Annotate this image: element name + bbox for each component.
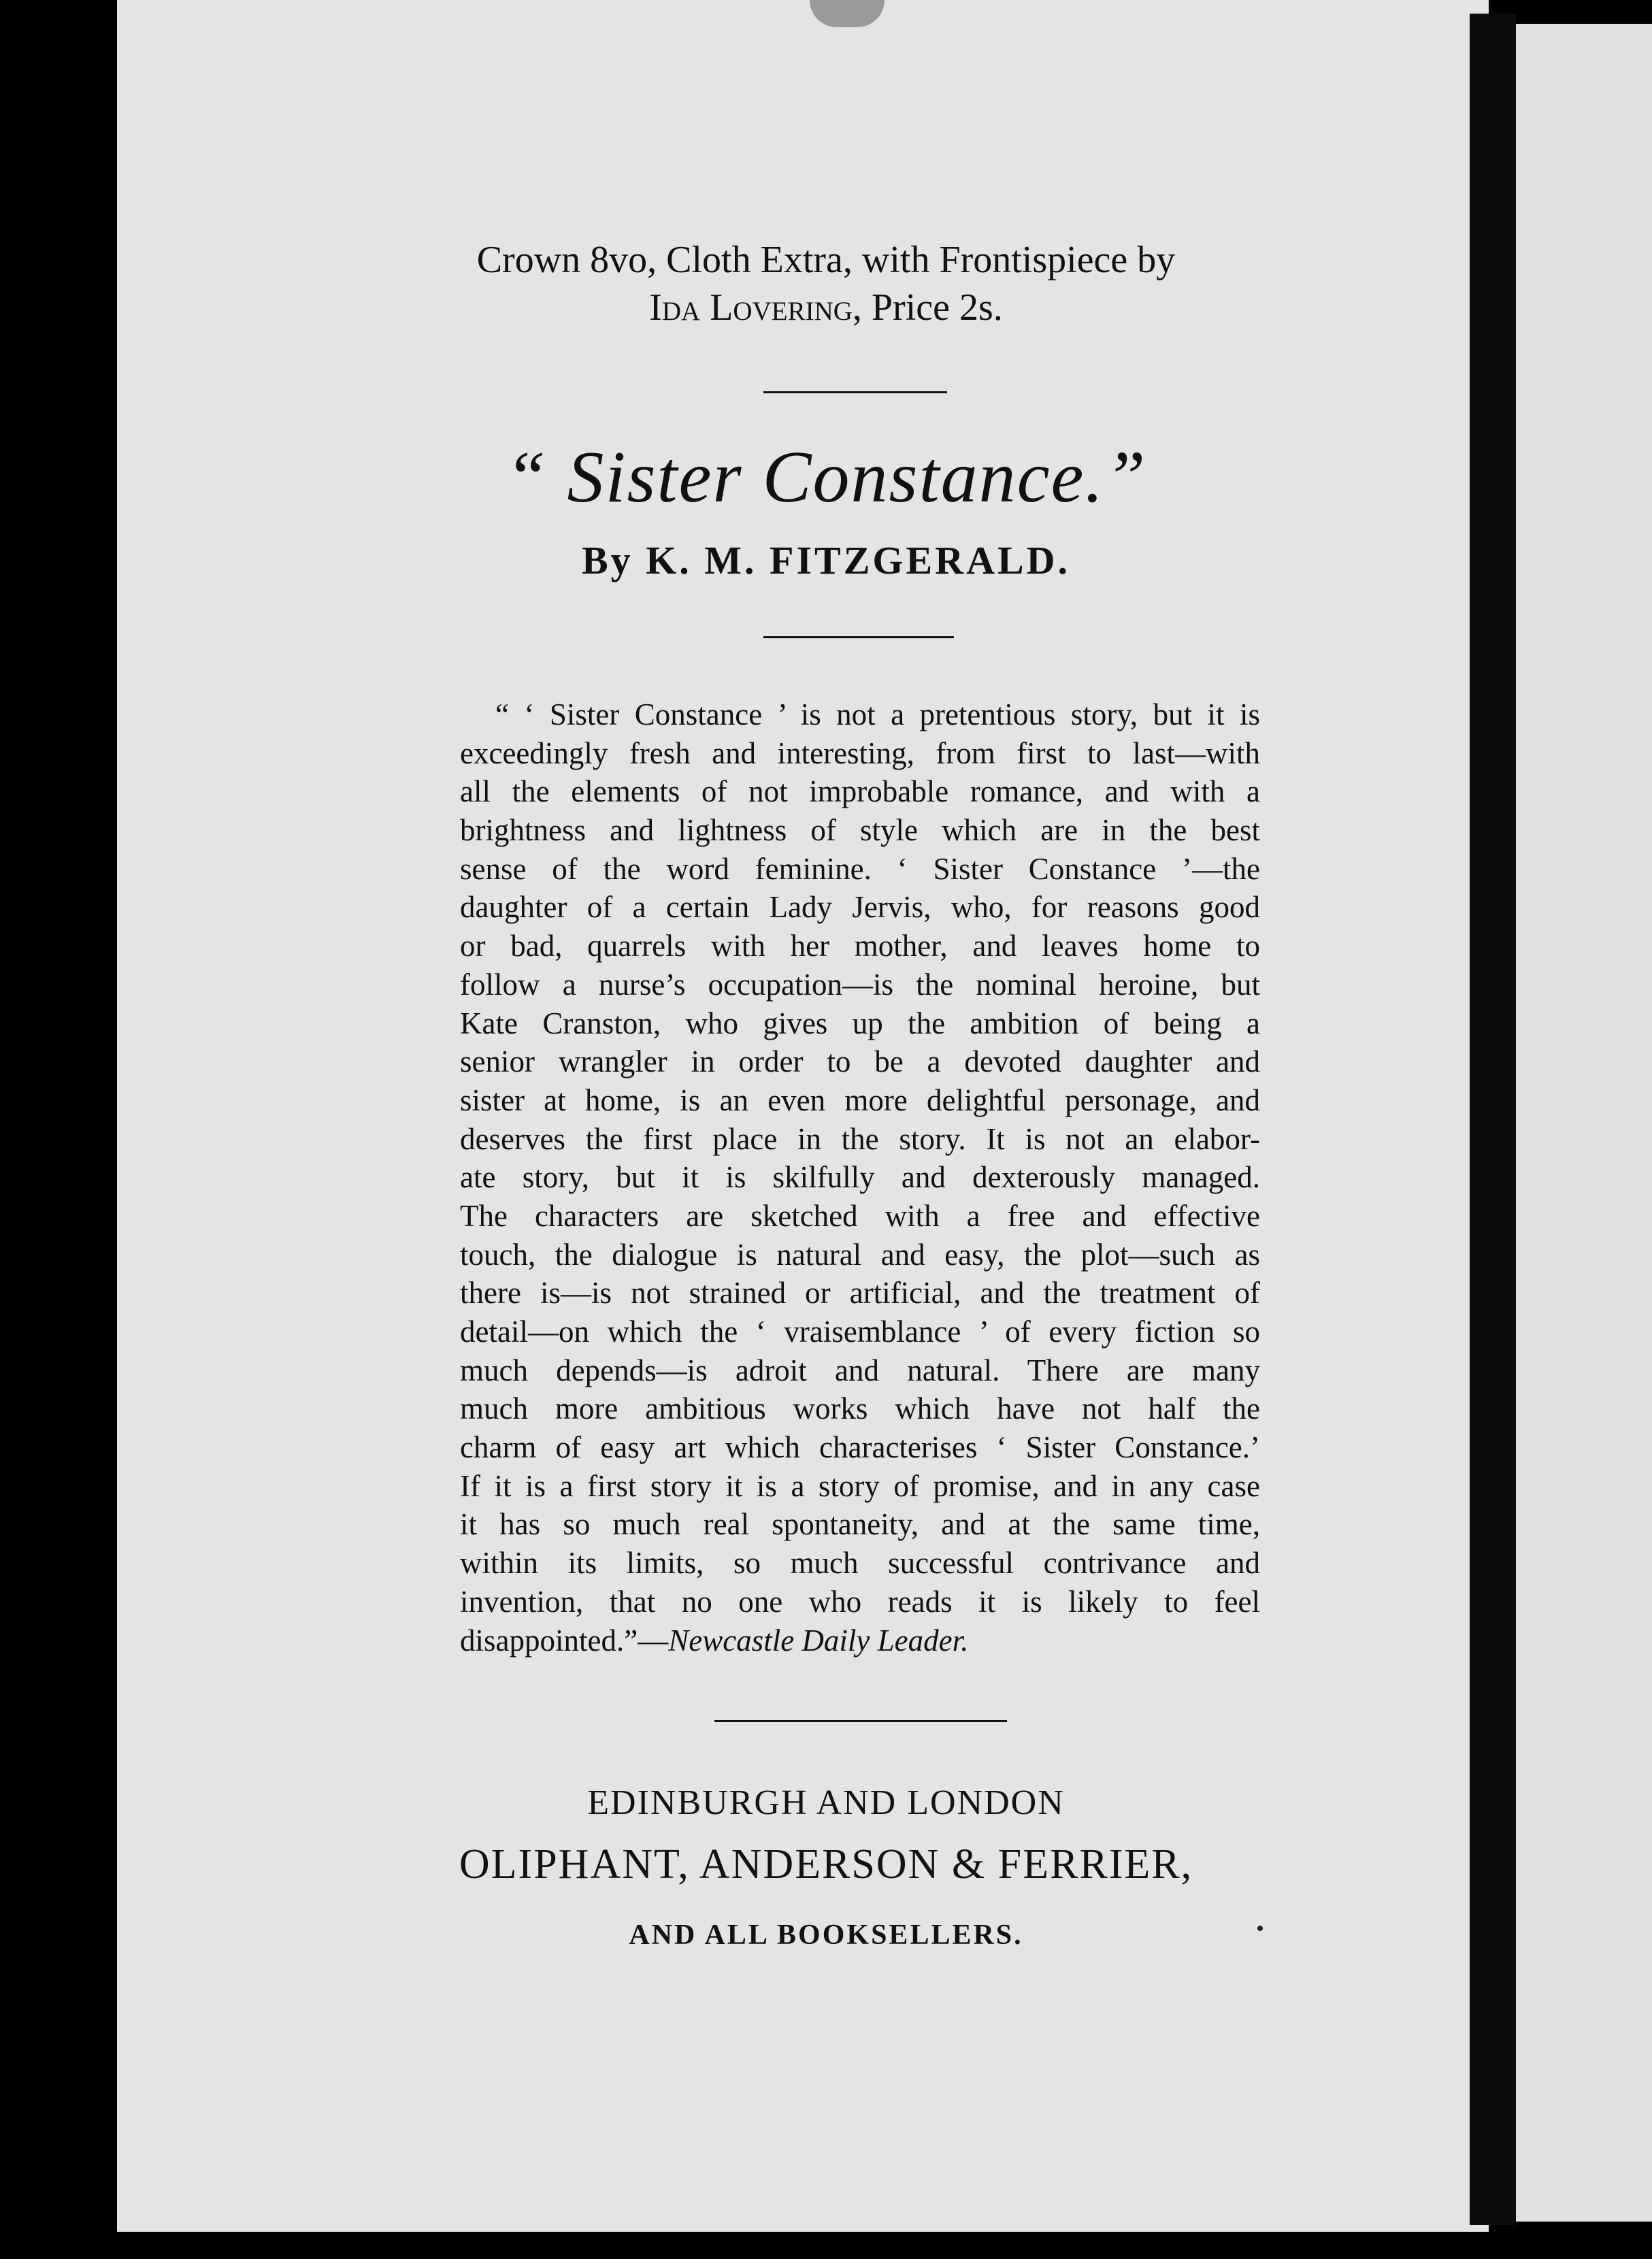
review-closing-text: disappointed.”— [460,1623,669,1658]
imprint-publisher: OLIPHANT, ANDERSON & FERRIER, [459,1841,1193,1887]
review-line: or bad, quarrels with her mother, and leaves home to [460,929,1260,963]
book-title: “ Sister Constance.” [505,437,1147,518]
format-line: Crown 8vo, Cloth Extra, with Frontispiece by [476,239,1176,281]
review-line: within its limits, so much successful contrivance and [460,1546,1260,1581]
review-line: “ ‘ Sister Constance ’ is not a pretentious story, but it is [495,697,1260,731]
review-line: invention, that no one who reads it is likely to feel [460,1584,1260,1619]
review-line: charm of easy art which characterises ‘ Sister Constance.’ [460,1430,1260,1465]
illustrator-name: Ida Lovering [649,286,853,329]
ink-speck [1257,1926,1263,1931]
review-line: sister at home, is an even more delightful personage, and [460,1083,1260,1117]
review-quote [460,695,1260,1660]
review-line: sense of the word feminine. ‘ Sister Constance ’—the [460,851,1260,886]
review-line: deserves the first place in the story. It is not an elabor- [460,1121,1260,1156]
review-line: follow a nurse’s occupation—is the nominal heroine, but [460,967,1260,1002]
review-line: touch, the dialogue is natural and easy, the plot—such as [460,1237,1260,1272]
review-line: Kate Cranston, who gives up the ambition of being a [460,1006,1260,1040]
review-line: If it is a first story it is a story of promise, and in any case [460,1468,1260,1503]
review-source: Newcastle Daily Leader. [668,1623,969,1658]
divider-rule [763,391,947,393]
review-line: ate story, but it is skilfully and dexterously managed. [460,1160,1260,1195]
review-line: The characters are sketched with a free and effective [460,1198,1260,1233]
review-line: detail—on which the ‘ vraisemblance ’ of every fiction so [460,1315,1260,1349]
scan-border [0,2232,1652,2259]
price: , Price 2s. [852,286,1003,329]
book-author: By K. M. FITZGERALD. [581,538,1071,582]
illustrator-price-line [0,286,1652,329]
imprint-cities: EDINBURGH AND LONDON [587,1783,1065,1822]
review-line: much depends—is adroit and natural. There are many [460,1353,1260,1387]
review-line: all the elements of not improbable romance, and with a [460,774,1260,809]
review-line: it has so much real spontaneity, and at the same time, [460,1507,1260,1542]
review-line: brightness and lightness of style which are in the best [460,813,1260,848]
divider-rule [763,636,954,638]
imprint-booksellers: AND ALL BOOKSELLERS. [629,1919,1023,1951]
review-line: much more ambitious works which have not half the [460,1391,1260,1426]
facing-page-edge [1516,24,1652,2222]
review-last-line [460,1621,1260,1660]
divider-rule [714,1720,1007,1722]
review-line: there is—is not strained or artificial, and the treatment of [460,1276,1260,1310]
book-spine [1470,14,1516,2225]
review-line: senior wrangler in order to be a devoted daughter and [460,1044,1260,1079]
review-line: exceedingly fresh and interesting, from first to last—with [460,736,1260,770]
review-line: daughter of a certain Lady Jervis, who, for reasons good [460,890,1260,925]
